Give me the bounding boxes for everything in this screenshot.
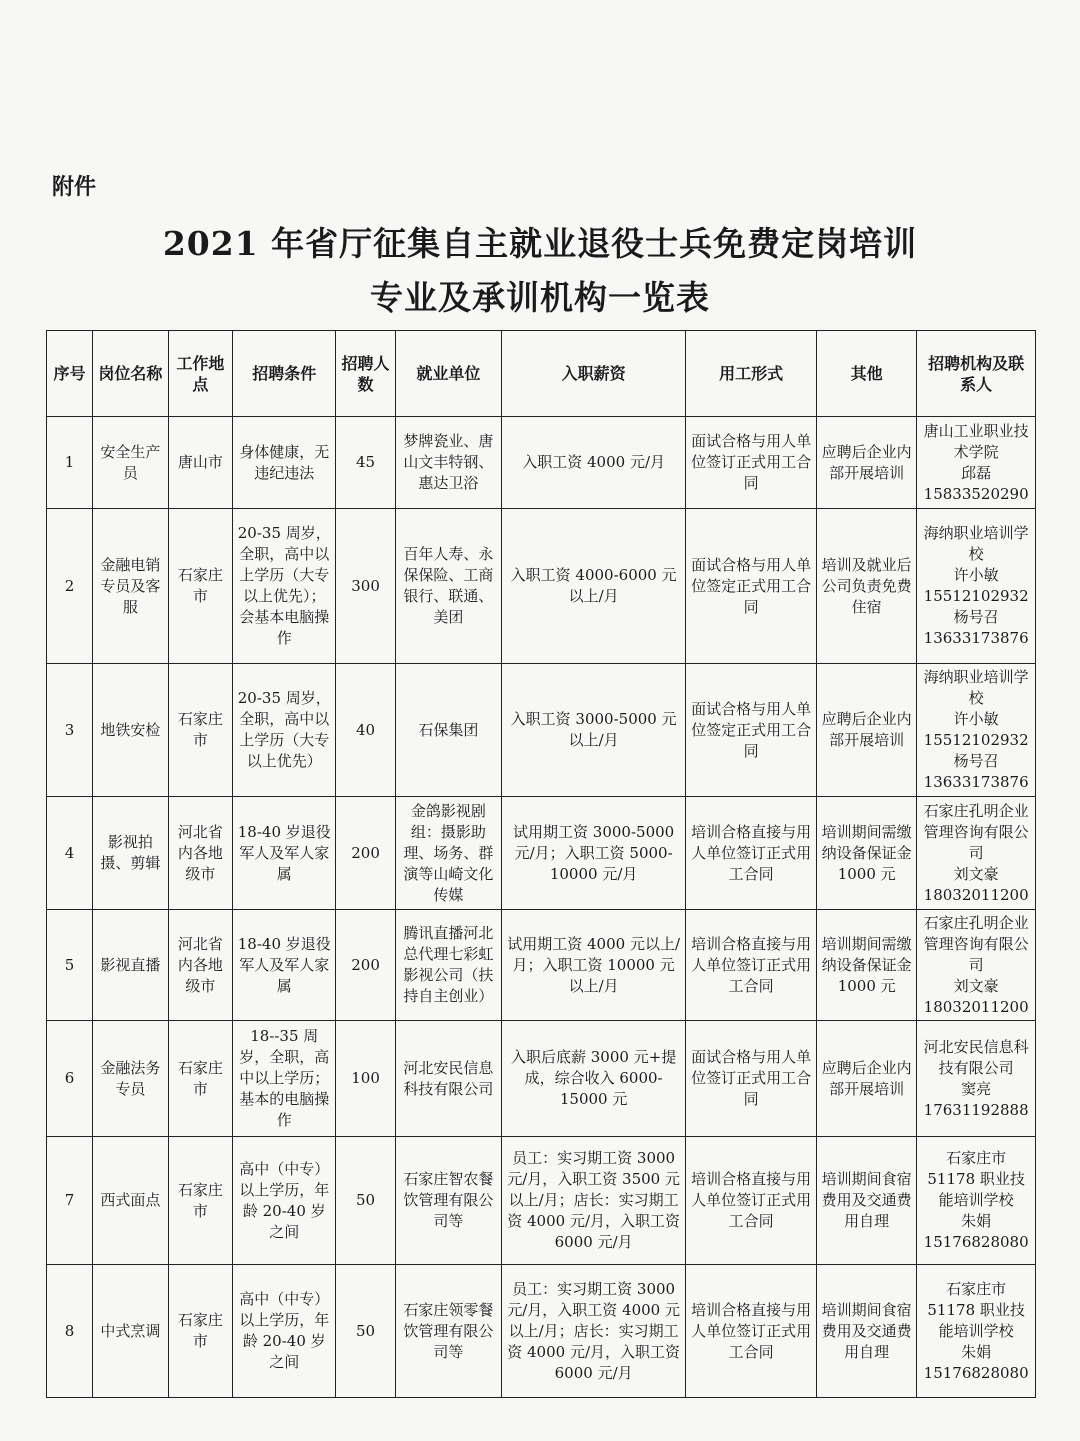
cell-requirements: 高中（中专）以上学历，年龄 20-40 岁之间 [233,1137,336,1265]
cell-employment: 面试合格与用人单位签订正式用工合同 [686,417,817,509]
header-employment: 用工形式 [686,331,817,417]
cell-no: 8 [47,1265,93,1398]
cell-contact: 唐山工业职业技术学院 邱磊 15833520290 [917,417,1036,509]
cell-contact: 石家庄市 51178 职业技能培训学校 朱娟 15176828080 [917,1265,1036,1398]
cell-other: 培训期间需缴纳设备保证金 1000 元 [817,910,917,1021]
cell-location: 石家庄市 [168,664,232,797]
cell-other: 培训期间需缴纳设备保证金 1000 元 [817,797,917,910]
cell-contact: 石家庄市 51178 职业技能培训学校 朱娟 15176828080 [917,1137,1036,1265]
attachment-label: 附件 [52,175,97,200]
cell-employment: 培训合格直接与用人单位签订正式用工合同 [686,1265,817,1398]
table-row [47,1021,1036,1137]
cell-position: 影视直播 [93,910,169,1021]
cell-headcount: 200 [336,797,395,910]
cell-headcount: 200 [336,910,395,1021]
cell-headcount: 40 [336,664,395,797]
table-header-row [47,331,1036,417]
cell-employer: 梦牌瓷业、唐山文丰特钢、惠达卫浴 [395,417,501,509]
cell-no: 7 [47,1137,93,1265]
cell-requirements: 20-35 周岁，全职，高中以上学历（大专以上优先） [233,664,336,797]
cell-contact: 石家庄孔明企业管理咨询有限公司 刘文豪 18032011200 [917,797,1036,910]
cell-position: 影视拍摄、剪辑 [93,797,169,910]
cell-headcount: 50 [336,1137,395,1265]
cell-other: 培训期间食宿费用及交通费用自理 [817,1265,917,1398]
cell-employment: 面试合格与用人单位签订正式用工合同 [686,1021,817,1137]
table-row [47,417,1036,509]
cell-employer: 石家庄领零餐饮管理有限公司等 [395,1265,501,1398]
cell-position: 西式面点 [93,1137,169,1265]
cell-position: 安全生产员 [93,417,169,509]
cell-headcount: 45 [336,417,395,509]
table-row [47,910,1036,1021]
cell-contact: 海纳职业培训学校 许小敏 15512102932 杨号召 13633173876 [917,664,1036,797]
cell-location: 石家庄市 [168,1021,232,1137]
cell-no: 6 [47,1021,93,1137]
table-row [47,1265,1036,1398]
cell-no: 1 [47,417,93,509]
table-row [47,1137,1036,1265]
cell-location: 河北省内各地级市 [168,910,232,1021]
cell-employer: 石保集团 [395,664,501,797]
cell-salary: 试用期工资 3000-5000 元/月；入职工资 5000-10000 元/月 [502,797,686,910]
cell-salary: 入职后底薪 3000 元+提成，综合收入 6000-15000 元 [502,1021,686,1137]
cell-employer: 石家庄智农餐饮管理有限公司等 [395,1137,501,1265]
cell-salary: 员工：实习期工资 3000 元/月，入职工资 4000 元以上/月；店长：实习期工资 4000 元/月，入职工资 6000 元/月 [502,1265,686,1398]
cell-employment: 面试合格与用人单位签定正式用工合同 [686,509,817,664]
cell-employer: 金鸽影视剧组：摄影助理、场务、群演等山崎文化传媒 [395,797,501,910]
table-row [47,509,1036,664]
cell-position: 金融电销专员及客服 [93,509,169,664]
table-row [47,664,1036,797]
cell-location: 石家庄市 [168,509,232,664]
cell-other: 应聘后企业内部开展培训 [817,1021,917,1137]
cell-other: 培训及就业后公司负责免费住宿 [817,509,917,664]
cell-other: 培训期间食宿费用及交通费用自理 [817,1137,917,1265]
cell-employment: 培训合格直接与用人单位签订正式用工合同 [686,1137,817,1265]
cell-location: 河北省内各地级市 [168,797,232,910]
training-table [46,330,1036,1398]
cell-employment: 培训合格直接与用人单位签订正式用工合同 [686,797,817,910]
cell-position: 金融法务专员 [93,1021,169,1137]
cell-requirements: 20-35 周岁，全职，高中以上学历（大专以上优先）；会基本电脑操作 [233,509,336,664]
cell-contact: 河北安民信息科技有限公司 窦亮 17631192888 [917,1021,1036,1137]
header-employer: 就业单位 [395,331,501,417]
cell-no: 5 [47,910,93,1021]
cell-no: 4 [47,797,93,910]
cell-other: 应聘后企业内部开展培训 [817,417,917,509]
cell-headcount: 300 [336,509,395,664]
cell-employer: 腾讯直播河北总代理七彩虹影视公司（扶持自主创业） [395,910,501,1021]
cell-salary: 试用期工资 4000 元以上/月；入职工资 10000 元以上/月 [502,910,686,1021]
table-row [47,797,1036,910]
cell-headcount: 100 [336,1021,395,1137]
cell-employer: 河北安民信息科技有限公司 [395,1021,501,1137]
header-other: 其他 [817,331,917,417]
header-contact: 招聘机构及联系人 [917,331,1036,417]
header-no: 序号 [47,331,93,417]
cell-contact: 海纳职业培训学校 许小敏 15512102932 杨号召 13633173876 [917,509,1036,664]
cell-requirements: 18--35 周岁，全职，高中以上学历；基本的电脑操作 [233,1021,336,1137]
cell-location: 石家庄市 [168,1265,232,1398]
document-title-line-1: 2021 年省厅征集自主就业退役士兵免费定岗培训 [162,224,918,263]
cell-contact: 石家庄孔明企业管理咨询有限公司 刘文豪 18032011200 [917,910,1036,1021]
header-location: 工作地点 [168,331,232,417]
cell-location: 唐山市 [168,417,232,509]
document-title-line-2: 专业及承训机构一览表 [370,278,710,317]
header-requirements: 招聘条件 [233,331,336,417]
cell-location: 石家庄市 [168,1137,232,1265]
header-position: 岗位名称 [93,331,169,417]
cell-salary: 入职工资 3000-5000 元以上/月 [502,664,686,797]
cell-salary: 入职工资 4000-6000 元以上/月 [502,509,686,664]
header-headcount: 招聘人数 [336,331,395,417]
cell-salary: 员工：实习期工资 3000 元/月，入职工资 3500 元以上/月；店长：实习期工资 4000 元/月，入职工资 6000 元/月 [502,1137,686,1265]
cell-employer: 百年人寿、永保保险、工商银行、联通、美团 [395,509,501,664]
cell-requirements: 身体健康，无违纪违法 [233,417,336,509]
cell-employment: 培训合格直接与用人单位签订正式用工合同 [686,910,817,1021]
cell-no: 3 [47,664,93,797]
cell-requirements: 18-40 岁退役军人及军人家属 [233,797,336,910]
cell-position: 地铁安检 [93,664,169,797]
cell-headcount: 50 [336,1265,395,1398]
cell-position: 中式烹调 [93,1265,169,1398]
cell-salary: 入职工资 4000 元/月 [502,417,686,509]
cell-employment: 面试合格与用人单位签定正式用工合同 [686,664,817,797]
cell-requirements: 高中（中专）以上学历，年龄 20-40 岁之间 [233,1265,336,1398]
cell-other: 应聘后企业内部开展培训 [817,664,917,797]
header-salary: 入职薪资 [502,331,686,417]
cell-requirements: 18-40 岁退役军人及军人家属 [233,910,336,1021]
cell-no: 2 [47,509,93,664]
